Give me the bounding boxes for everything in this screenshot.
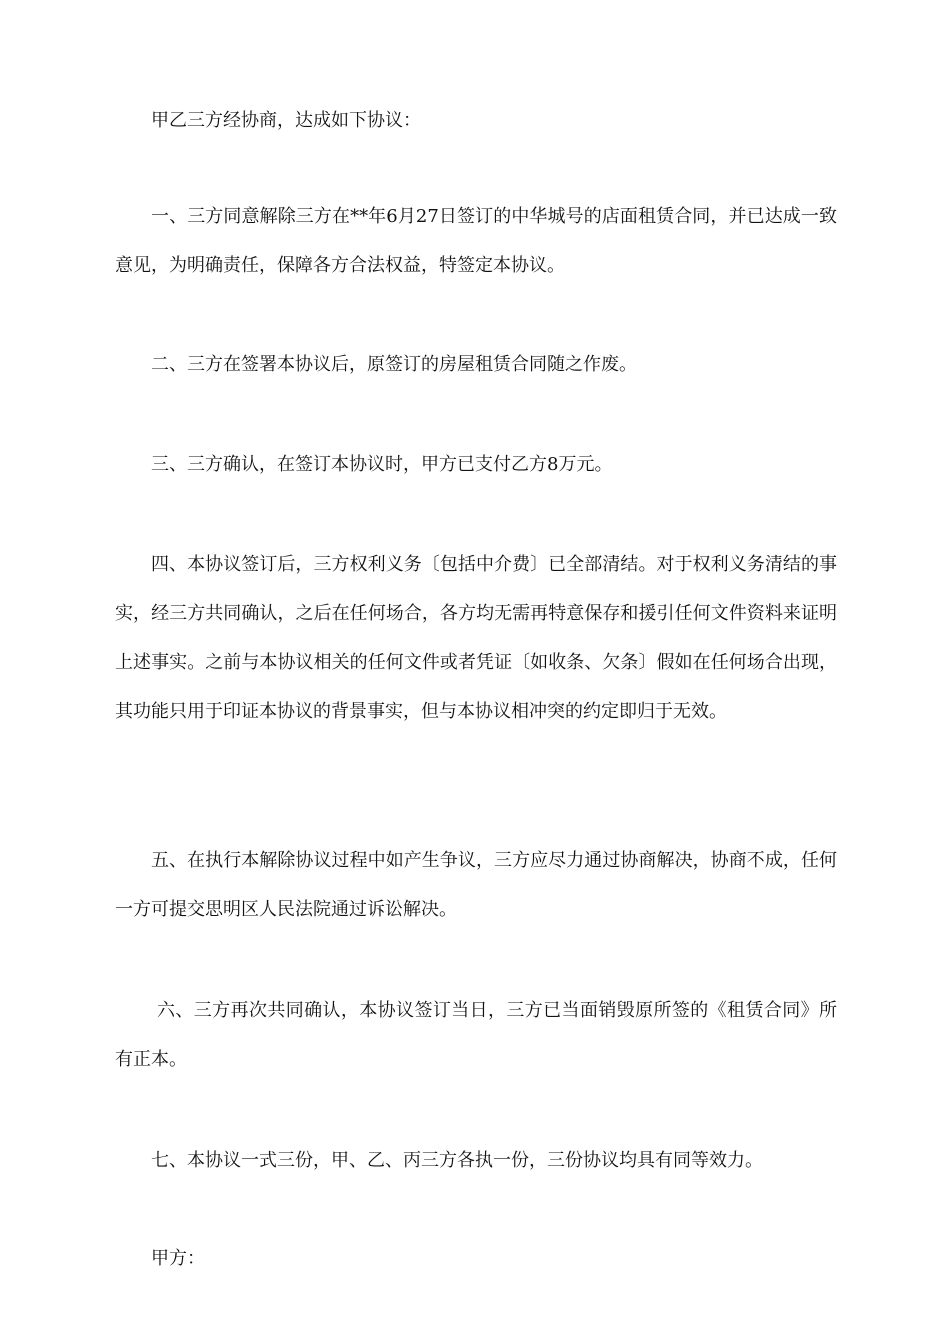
clause-2: 二、三方在签署本协议后，原签订的房屋租赁合同随之作废。	[151, 354, 637, 375]
clause-1: 一、三方同意解除三方在**年6月27日签订的中华城号的店面租赁合同，并已达成一致意见，为明确责任，保障各方合法权益，特签定本协议。	[115, 206, 837, 276]
clause-5: 五、在执行本解除协议过程中如产生争议，三方应尽力通过协商解决，协商不成，任何一方可提交思明区人民法院通过诉讼解决。	[115, 850, 837, 920]
clause-7: 七、本协议一式三份，甲、乙、丙三方各执一份，三份协议均具有同等效力。	[151, 1150, 763, 1171]
clause-6: 六、三方再次共同确认，本协议签订当日，三方已当面销毁原所签的《租赁合同》所有正本。	[115, 1000, 837, 1070]
intro-paragraph: 甲乙三方经协商，达成如下协议：	[151, 110, 421, 131]
clause-3: 三、三方确认，在签订本协议时，甲方已支付乙方8万元。	[151, 454, 613, 475]
signature-label-party-a: 甲方：	[151, 1248, 205, 1269]
clause-4: 四、本协议签订后，三方权利义务〔包括中介费〕已全部清结。对于权利义务清结的事实，经三方共同确认，之后在任何场合，各方均无需再特意保存和援引任何文件资料来证明上述事实。之前与本协议相关的任何文件或者凭证〔如收条、欠条〕假如在任何场合出现，其功能只用于印证本协议的背景事实，但与本协议相冲突的约定即归于无效。	[115, 554, 837, 722]
